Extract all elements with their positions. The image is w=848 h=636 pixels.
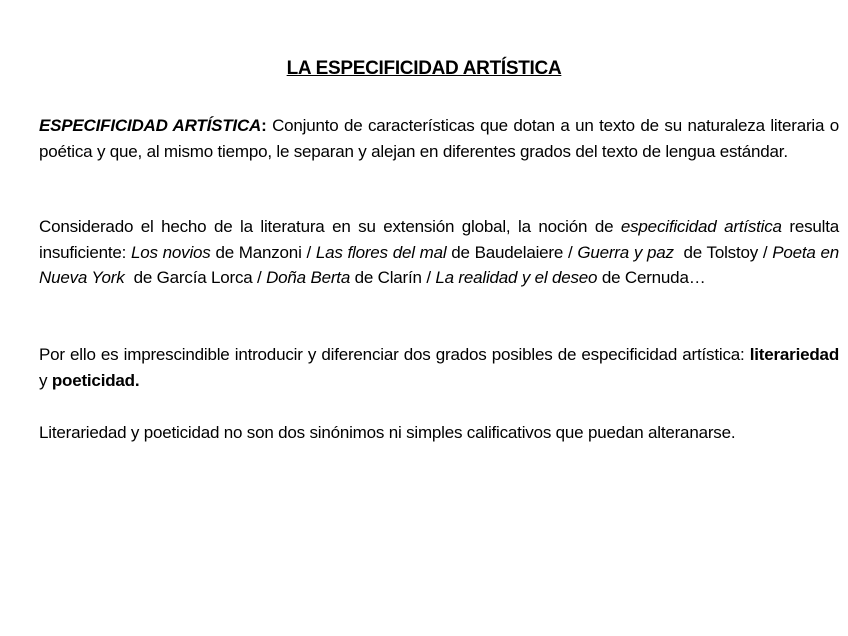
author-text: de Cernuda… (597, 268, 706, 287)
author-text: de Clarín / (350, 268, 436, 287)
work-title: Poeta en Nueva York (39, 242, 839, 287)
italic-term: especificidad artística (620, 217, 782, 236)
page-title: LA ESPECIFICIDAD ARTÍSTICA (286, 58, 562, 79)
work-title: La realidad y el deseo (435, 268, 598, 287)
paragraph-text: y (39, 370, 52, 390)
examples-paragraph (39, 214, 839, 291)
work-title: Los novios (131, 242, 211, 262)
work-title: Doña Berta (266, 268, 351, 287)
defined-term: ESPECIFICIDAD ARTÍSTICA (39, 116, 262, 135)
bold-term: literariedad (749, 345, 839, 364)
conclusion-paragraph (39, 420, 839, 446)
grades-paragraph (39, 342, 839, 393)
paragraph-text: Considerado el hecho de la literatura en su extensión global, la noción de (39, 217, 621, 236)
author-text: de Tolstoy / (673, 242, 773, 262)
paragraph-text: Literariedad y poeticidad no son dos sinónimos ni simples calificativos que puedan alteranarse. (39, 423, 736, 442)
paragraph-text: resulta insuficiente: (39, 217, 839, 262)
work-title: Las flores del mal (315, 242, 447, 262)
definition-text: Conjunto de características que dotan a un texto de su naturaleza literaria o poética y que, al mismo tiempo, le separan y alejan en diferentes grados del texto de lengua estándar. (39, 116, 840, 161)
author-text: de Manzoni / (210, 242, 316, 262)
work-title: Guerra y paz (577, 242, 674, 262)
author-text: de García Lorca / (124, 268, 267, 287)
bold-term: poeticidad. (51, 370, 140, 390)
definition-paragraph (39, 113, 839, 164)
term-colon: : (261, 116, 267, 135)
author-text: de Baudelaiere / (446, 242, 578, 262)
paragraph-text: Por ello es imprescindible introducir y diferenciar dos grados posibles de especificidad artística: (39, 345, 750, 364)
